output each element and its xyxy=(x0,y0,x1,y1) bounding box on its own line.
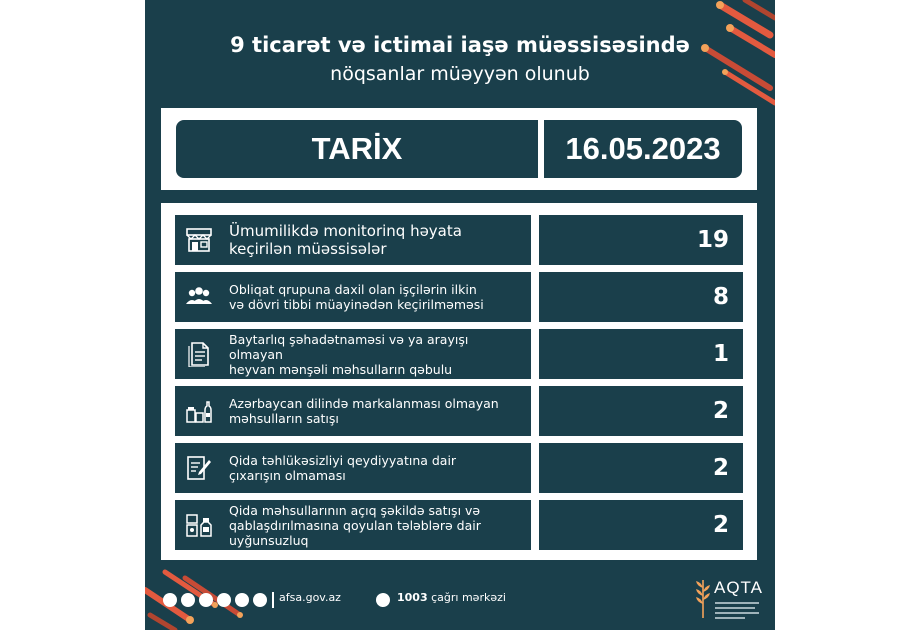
footer xyxy=(145,585,775,615)
finding-count-cell xyxy=(539,443,743,493)
call-center-number: 1003 xyxy=(397,591,428,604)
twitter-icon[interactable] xyxy=(235,593,249,607)
poster xyxy=(145,0,775,630)
finding-row-medical-exam xyxy=(175,272,743,322)
finding-count: 8 xyxy=(712,284,729,310)
finding-row-veterinary-certificate xyxy=(175,329,743,379)
logo-text: AQTA xyxy=(714,578,764,597)
date-panel xyxy=(161,108,757,190)
form-pen-icon xyxy=(185,455,213,481)
finding-description-cell xyxy=(175,386,531,436)
web-icon[interactable] xyxy=(163,593,177,607)
finding-text-line1: Qida təhlükəsizliyi qeydiyyatına dair xyxy=(229,453,457,468)
telegram-icon[interactable] xyxy=(253,593,267,607)
store-icon xyxy=(185,227,213,253)
finding-text-line2: qablaşdırılmasına qoyulan tələblərə dair uyğunsuzluq xyxy=(229,517,481,548)
finding-text-line1: Azərbaycan dilində markalanması olmayan xyxy=(229,396,499,411)
finding-text xyxy=(229,500,525,550)
call-center-label: çağrı mərkəzi xyxy=(431,591,506,604)
finding-description-cell xyxy=(175,329,531,379)
finding-description-cell xyxy=(175,215,531,265)
finding-count-cell xyxy=(539,386,743,436)
website-link[interactable]: afsa.gov.az xyxy=(279,591,341,604)
facebook-icon[interactable] xyxy=(181,593,195,607)
date-label: TARİX xyxy=(311,131,403,166)
finding-count-cell xyxy=(539,329,743,379)
finding-count-cell xyxy=(539,272,743,322)
finding-text-line2: heyvan mənşəli məhsulların qəbulu xyxy=(229,361,453,377)
youtube-icon[interactable] xyxy=(217,593,231,607)
page-title: 9 ticarət və ictimai iaşə müəssisəsində xyxy=(230,33,690,57)
logo-subtitle-lines xyxy=(715,600,763,622)
finding-text-line1: Qida məhsullarının açıq şəkildə satışı və xyxy=(229,502,481,518)
finding-text-line2: və dövri tibbi müayinədən keçirilməməsi xyxy=(229,297,484,312)
date-box xyxy=(176,120,742,178)
page-subtitle: nöqsanlar müəyyən olunub xyxy=(330,63,590,85)
packaged-food-icon xyxy=(185,512,213,538)
products-icon xyxy=(185,398,213,424)
finding-text-line1: Ümumilikdə monitorinq həyata xyxy=(229,222,462,240)
finding-text xyxy=(229,272,525,322)
finding-text-line2: məhsulların satışı xyxy=(229,411,339,426)
finding-text-line2: çıxarışın olmaması xyxy=(229,468,346,483)
finding-row-registration xyxy=(175,443,743,493)
finding-count: 2 xyxy=(712,512,729,538)
finding-text-line2: keçirilən müəssisələr xyxy=(229,240,387,258)
finding-count: 2 xyxy=(712,398,729,424)
people-icon xyxy=(185,284,213,310)
finding-row-labeling xyxy=(175,386,743,436)
finding-count: 19 xyxy=(696,227,729,253)
finding-text xyxy=(229,443,525,493)
finding-description-cell xyxy=(175,272,531,322)
finding-description-cell xyxy=(175,500,531,550)
call-center xyxy=(397,591,506,604)
finding-text xyxy=(229,215,525,265)
date-value: 16.05.2023 xyxy=(565,131,721,166)
findings-panel xyxy=(161,203,757,560)
finding-row-total-monitored xyxy=(175,215,743,265)
phone-icon xyxy=(376,593,390,607)
finding-description-cell xyxy=(175,443,531,493)
document-icon xyxy=(185,341,213,367)
instagram-icon[interactable] xyxy=(199,593,213,607)
finding-text-line1: Obliqat qrupuna daxil olan işçilərin ilkin xyxy=(229,282,477,297)
finding-text xyxy=(229,329,525,379)
finding-count: 1 xyxy=(712,341,729,367)
wheat-logo-icon xyxy=(694,578,712,620)
footer-divider xyxy=(272,592,274,608)
finding-text xyxy=(229,386,525,436)
finding-count: 2 xyxy=(712,455,729,481)
finding-count-cell xyxy=(539,215,743,265)
finding-count-cell xyxy=(539,500,743,550)
finding-row-open-sale-packaging xyxy=(175,500,743,550)
finding-text-line1: Baytarlıq şəhadətnaməsi və ya arayışı olmayan xyxy=(229,331,469,362)
